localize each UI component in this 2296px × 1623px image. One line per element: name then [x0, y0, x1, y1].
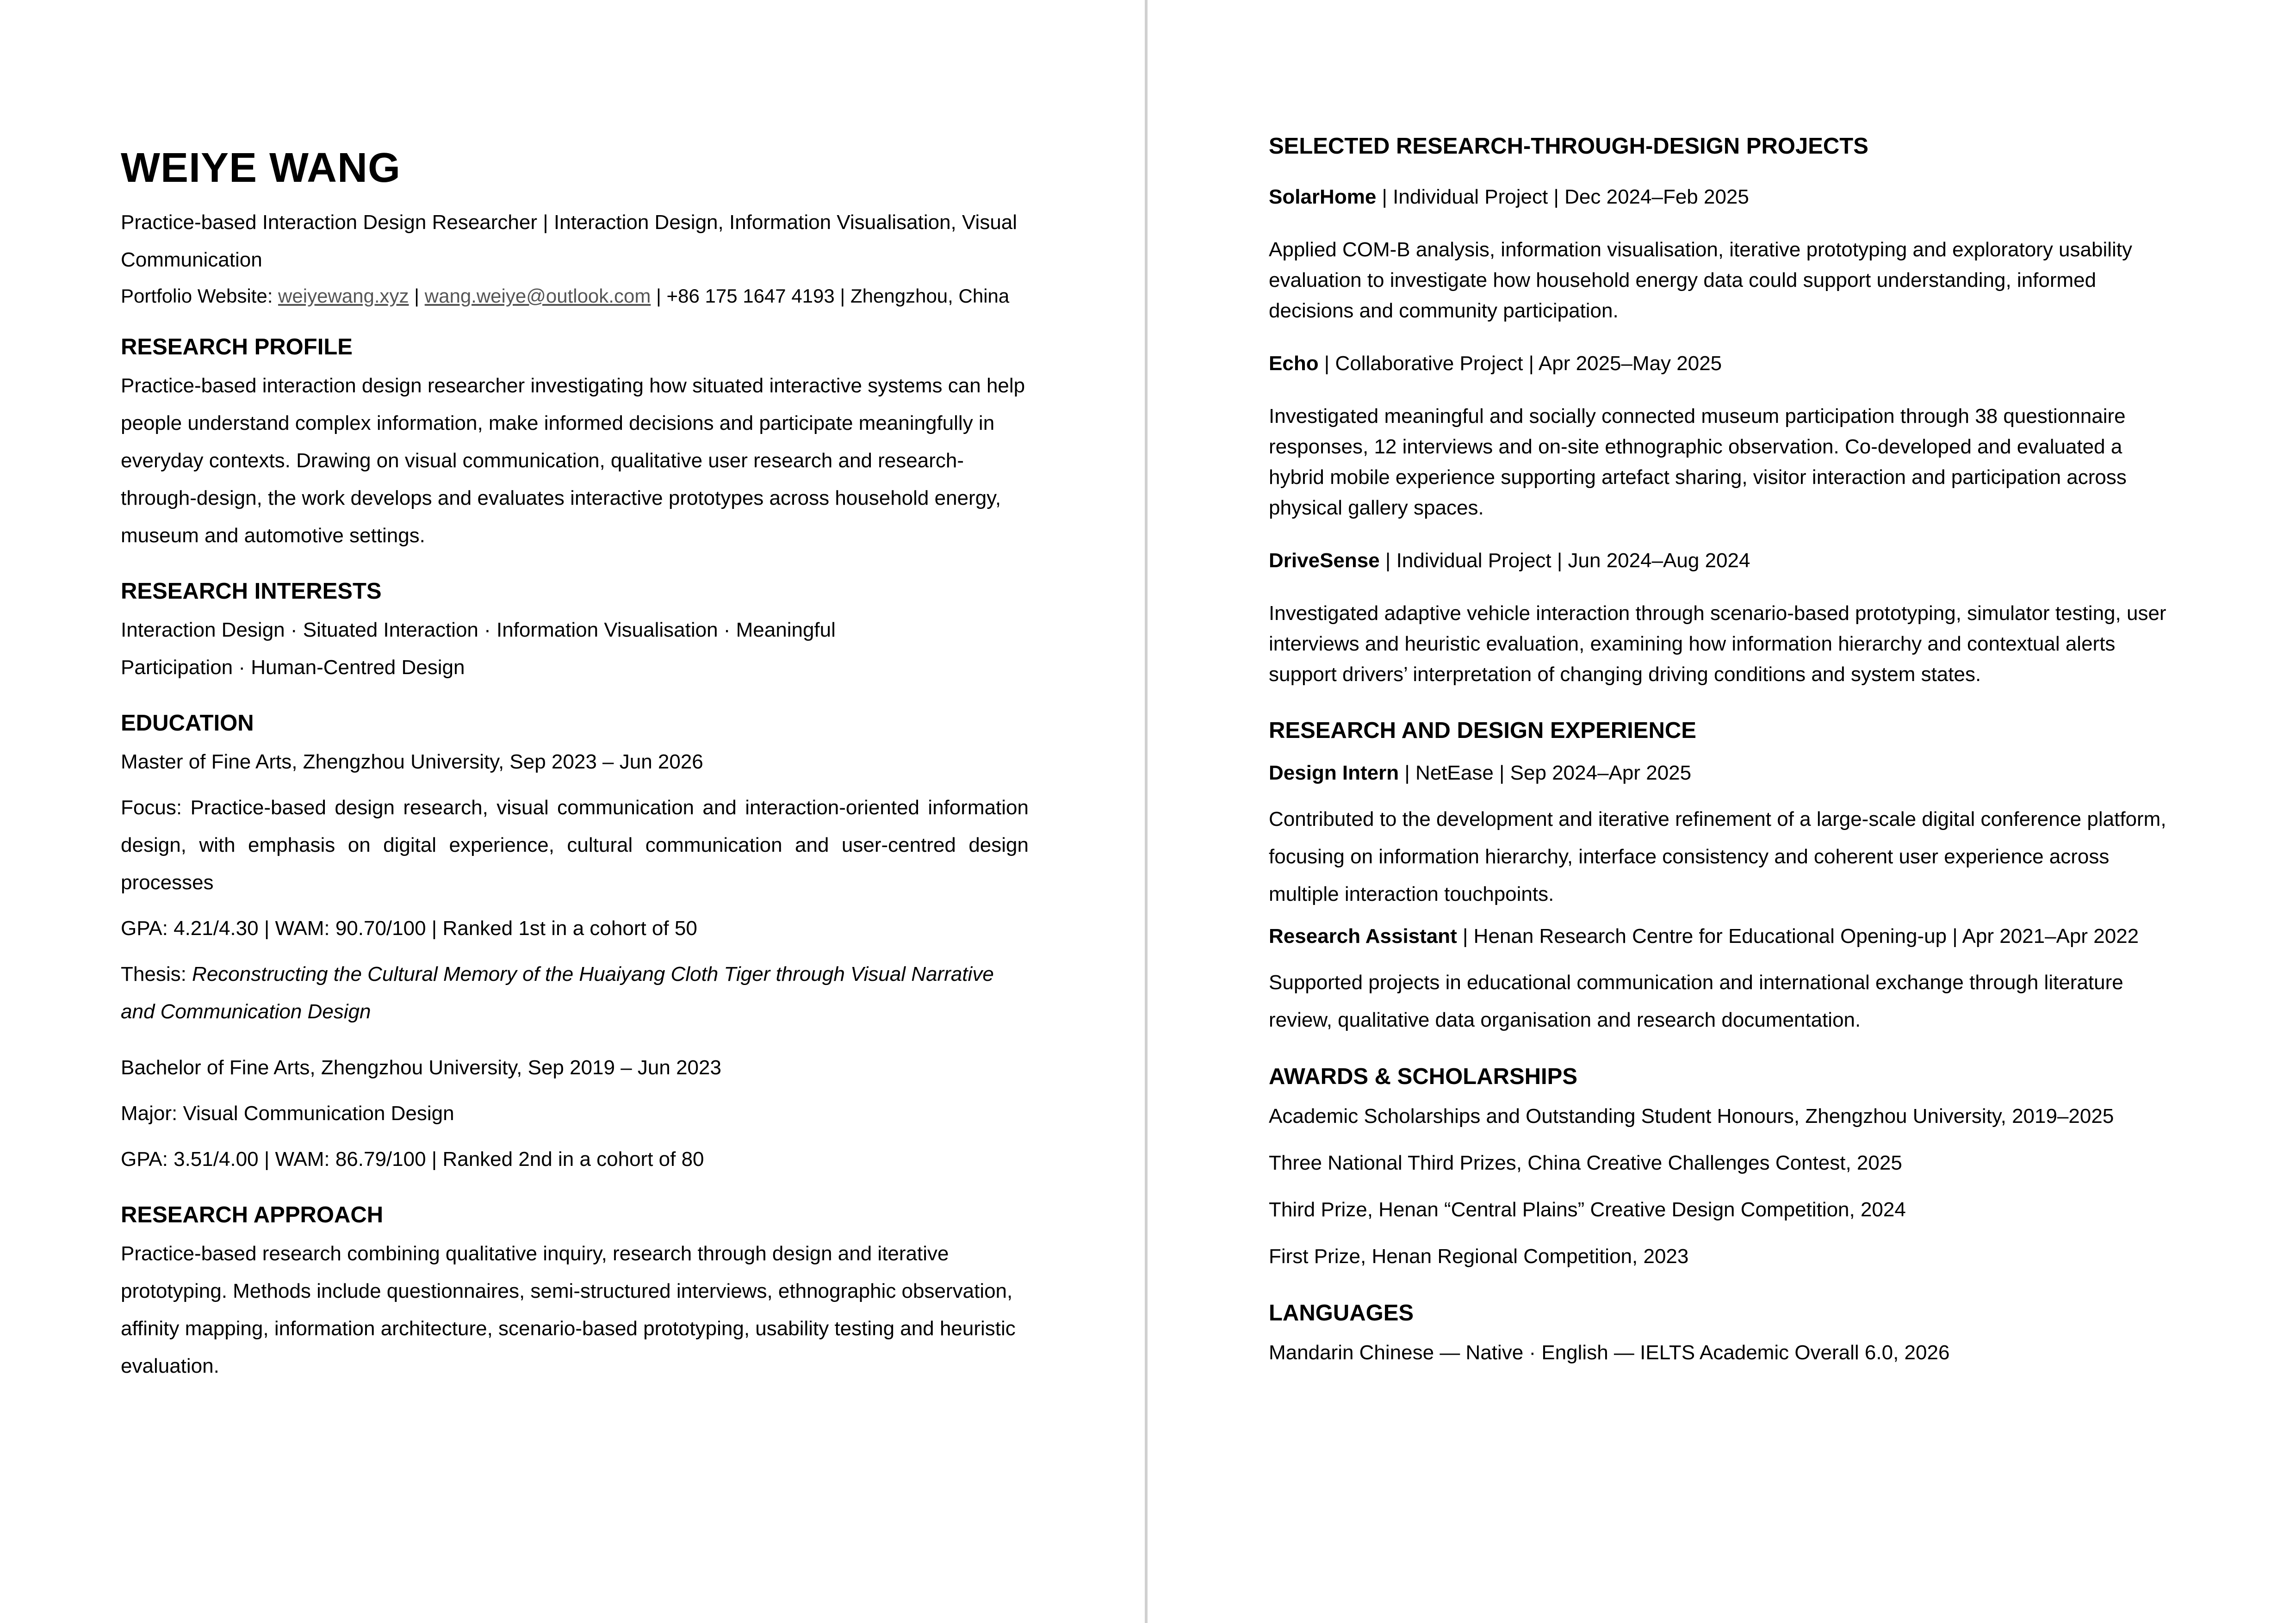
- project-meta: | Collaborative Project | Apr 2025–May 2025: [1318, 352, 1722, 375]
- page-left: [0, 0, 1145, 1623]
- project-title-line: [1269, 348, 2178, 379]
- project-title-line: [1269, 545, 2178, 576]
- experience-meta: | Henan Research Centre for Educational Opening-up | Apr 2021–Apr 2022: [1457, 925, 2139, 948]
- award-item: Academic Scholarships and Outstanding Student Honours, Zhengzhou University, 2019–2025: [1269, 1105, 2114, 1127]
- experience-description: Supported projects in educational communication and international exchange through literature review, qualitative data organisation and research documentation.: [1269, 971, 2123, 1031]
- tagline: Practice-based Interaction Design Researcher | Interaction Design, Information Visualisation, Visual Communication: [121, 211, 1018, 271]
- right-column: [1269, 135, 2178, 1371]
- award-item: First Prize, Henan Regional Competition, 2023: [1269, 1245, 1689, 1268]
- education-heading: EDUCATION: [121, 711, 254, 736]
- project-meta: | Individual Project | Jun 2024–Aug 2024: [1379, 549, 1750, 572]
- languages-text: Mandarin Chinese — Native · English — IELTS Academic Overall 6.0, 2026: [1269, 1341, 1950, 1364]
- experience-meta: | NetEase | Sep 2024–Apr 2025: [1399, 762, 1692, 784]
- research-profile-heading: RESEARCH PROFILE: [121, 335, 353, 359]
- bfa-gpa: GPA: 3.51/4.00 | WAM: 86.79/100 | Ranked 2nd in a cohort of 80: [121, 1148, 704, 1171]
- award-item: Third Prize, Henan “Central Plains” Creative Design Competition, 2024: [1269, 1198, 1906, 1221]
- project-title: Echo: [1269, 352, 1319, 375]
- research-interests-line-1: Interaction Design · Situated Interaction · Information Visualisation · Meaningful: [121, 619, 836, 641]
- experience-title-line: [1269, 921, 2178, 952]
- experience-heading: RESEARCH AND DESIGN EXPERIENCE: [1269, 718, 1696, 743]
- left-column: [121, 139, 1029, 1385]
- email-link[interactable]: wang.weiye@outlook.com: [424, 285, 651, 307]
- research-profile-text: Practice-based interaction design researcher investigating how situated interactive systems can help people understand complex information, make informed decisions and participate meaningfully in everyday contexts. Drawing on visual communication, qualitative user research and research-through-design, the work develops and evaluates interactive prototypes across household energy, museum and automotive settings.: [121, 374, 1025, 547]
- portfolio-label: Portfolio Website:: [121, 285, 279, 307]
- bfa-degree: Bachelor of Fine Arts, Zhengzhou University, Sep 2019 – Jun 2023: [121, 1056, 721, 1079]
- projects-heading: SELECTED RESEARCH-THROUGH-DESIGN PROJECTS: [1269, 134, 1868, 159]
- bfa-major: Major: Visual Communication Design: [121, 1102, 454, 1125]
- project-description: Investigated meaningful and socially connected museum participation through 38 questionnaire responses, 12 interviews and on-site ethnographic observation. Co-developed and evaluated a hybrid mobile experience supporting artefact sharing, visitor interaction and participation across physical gallery spaces.: [1269, 405, 2127, 519]
- award-item: Three National Third Prizes, China Creative Challenges Contest, 2025: [1269, 1152, 1902, 1174]
- project-meta: | Individual Project | Dec 2024–Feb 2025: [1376, 186, 1749, 208]
- project-description: Applied COM-B analysis, information visualisation, iterative prototyping and exploratory usability evaluation to investigate how household energy data could support understanding, informed decisions and community participation.: [1269, 238, 2133, 322]
- mfa-degree: Master of Fine Arts, Zhengzhou University, Sep 2023 – Jun 2026: [121, 750, 703, 773]
- awards-heading: AWARDS & SCHOLARSHIPS: [1269, 1064, 1578, 1089]
- portfolio-link[interactable]: weiyewang.xyz: [278, 285, 409, 307]
- research-approach-text: Practice-based research combining qualitative inquiry, research through design and iterative prototyping. Methods include questionnaires, semi-structured interviews, ethnographic observation, affinity mapping, information architecture, scenario-based prototyping, usability testing and heuristic evaluation.: [121, 1242, 1016, 1377]
- project-description: Investigated adaptive vehicle interaction through scenario-based prototyping, simulator testing, user interviews and heuristic evaluation, examining how information hierarchy and contextual alerts support drivers’ interpretation of changing driving conditions and system states.: [1269, 602, 2166, 686]
- contact-line: [121, 282, 1029, 310]
- candidate-name: WEIYE WANG: [121, 145, 401, 191]
- project-title: SolarHome: [1269, 186, 1377, 208]
- thesis: [121, 955, 1029, 1030]
- contact-separator: |: [409, 285, 425, 307]
- experience-title-line: [1269, 758, 2178, 788]
- research-interests-heading: RESEARCH INTERESTS: [121, 579, 382, 604]
- project-title: DriveSense: [1269, 549, 1380, 572]
- project-title-line: [1269, 182, 2178, 212]
- thesis-label: Thesis:: [121, 963, 192, 985]
- experience-description: Contributed to the development and iterative refinement of a large-scale digital conference platform, focusing on information hierarchy, interface consistency and coherent user experience across multiple interaction touchpoints.: [1269, 808, 2166, 905]
- research-approach-heading: RESEARCH APPROACH: [121, 1202, 384, 1227]
- experience-role: Research Assistant: [1269, 925, 1457, 948]
- languages-heading: LANGUAGES: [1269, 1301, 1414, 1326]
- experience-role: Design Intern: [1269, 762, 1399, 784]
- mfa-gpa: GPA: 4.21/4.30 | WAM: 90.70/100 | Ranked 1st in a cohort of 50: [121, 917, 697, 940]
- mfa-focus: Focus: Practice-based design research, visual communication and interaction-oriented information design, with emphasis on digital experience, cultural communication and user-centred design processes: [121, 796, 1029, 894]
- thesis-title: Reconstructing the Cultural Memory of the Huaiyang Cloth Tiger through Visual Narrative and Communication Design: [121, 963, 994, 1023]
- phone-location: | +86 175 1647 4193 | Zhengzhou, China: [651, 285, 1010, 307]
- research-interests-line-2: Participation · Human-Centred Design: [121, 656, 465, 679]
- page-right: [1148, 0, 2296, 1623]
